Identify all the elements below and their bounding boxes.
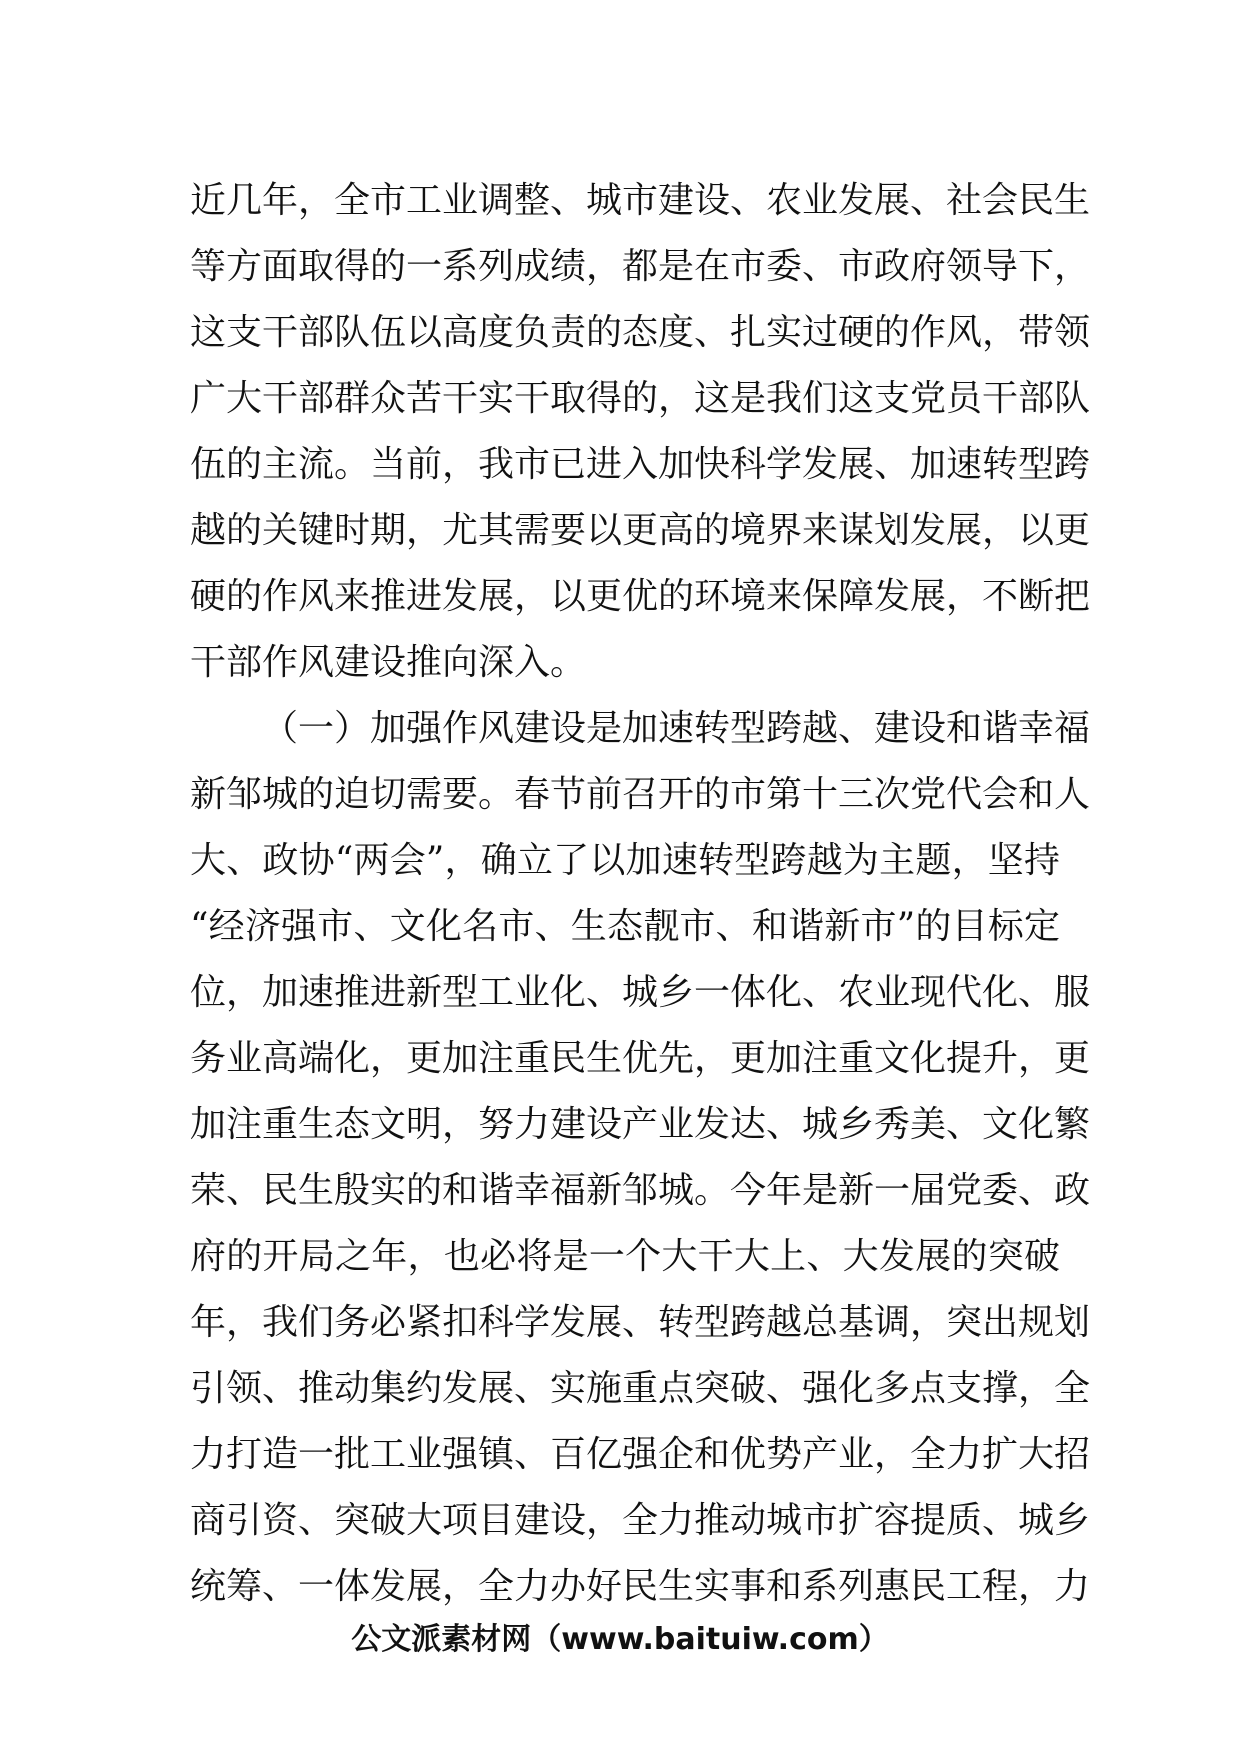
- text-line: 近几年，全市工业调整、城市建设、农业发展、社会民生: [190, 180, 1091, 221]
- text-line: 伍的主流。当前，我市已进入加快科学发展、加速转型跨: [190, 444, 1091, 485]
- text-line: 力打造一批工业强镇、百亿强企和优势产业，全力扩大招: [190, 1434, 1091, 1475]
- text-line: 引领、推动集约发展、实施重点突破、强化多点支撑，全: [190, 1368, 1091, 1409]
- text-line: 位，加速推进新型工业化、城乡一体化、农业现代化、服: [190, 972, 1091, 1013]
- section-heading-end: 新邹城的迫切需要。: [190, 774, 515, 815]
- section-heading: （一）加强作风建设是加速转型跨越、建设和谐幸福: [262, 708, 1091, 749]
- document-body: [190, 168, 1091, 1620]
- text-line: 广大干部群众苦干实干取得的，这是我们这支党员干部队: [190, 378, 1091, 419]
- text-line: 大、政协“两会”，确立了以加速转型跨越为主题，坚持: [190, 840, 1060, 881]
- text-line: 干部作风建设推向深入。: [190, 642, 587, 683]
- text-line: [190, 762, 1091, 828]
- text-line: 加注重生态文明，努力建设产业发达、城乡秀美、文化繁: [190, 1104, 1091, 1145]
- text-line: 这支干部队伍以高度负责的态度、扎实过硬的作风，带领: [190, 312, 1091, 353]
- page-footer: 公文派素材网（www.baituiw.com）: [351, 1622, 889, 1657]
- text-line: “经济强市、文化名市、生态靓市、和谐新市”的目标定: [190, 906, 1060, 947]
- text-line: 商引资、突破大项目建设，全力推动城市扩容提质、城乡: [190, 1500, 1091, 1541]
- text-line: 务业高端化，更加注重民生优先，更加注重文化提升，更: [190, 1038, 1091, 1079]
- text-line: 府的开局之年，也必将是一个大干大上、大发展的突破: [190, 1236, 1060, 1277]
- text-line: 硬的作风来推进发展，以更优的环境来保障发展，不断把: [190, 576, 1091, 617]
- section-text-start: 春节前召开的市第十三次党代会和人: [514, 774, 1091, 815]
- text-line: 越的关键时期，尤其需要以更高的境界来谋划发展，以更: [190, 510, 1091, 551]
- text-line: 荣、民生殷实的和谐幸福新邹城。今年是新一届党委、政: [190, 1170, 1091, 1211]
- text-line: 等方面取得的一系列成绩，都是在市委、市政府领导下，: [190, 246, 1091, 287]
- text-line: 统筹、一体发展，全力办好民生实事和系列惠民工程，力: [190, 1566, 1091, 1607]
- text-line: 年，我们务必紧扣科学发展、转型跨越总基调，突出规划: [190, 1302, 1091, 1343]
